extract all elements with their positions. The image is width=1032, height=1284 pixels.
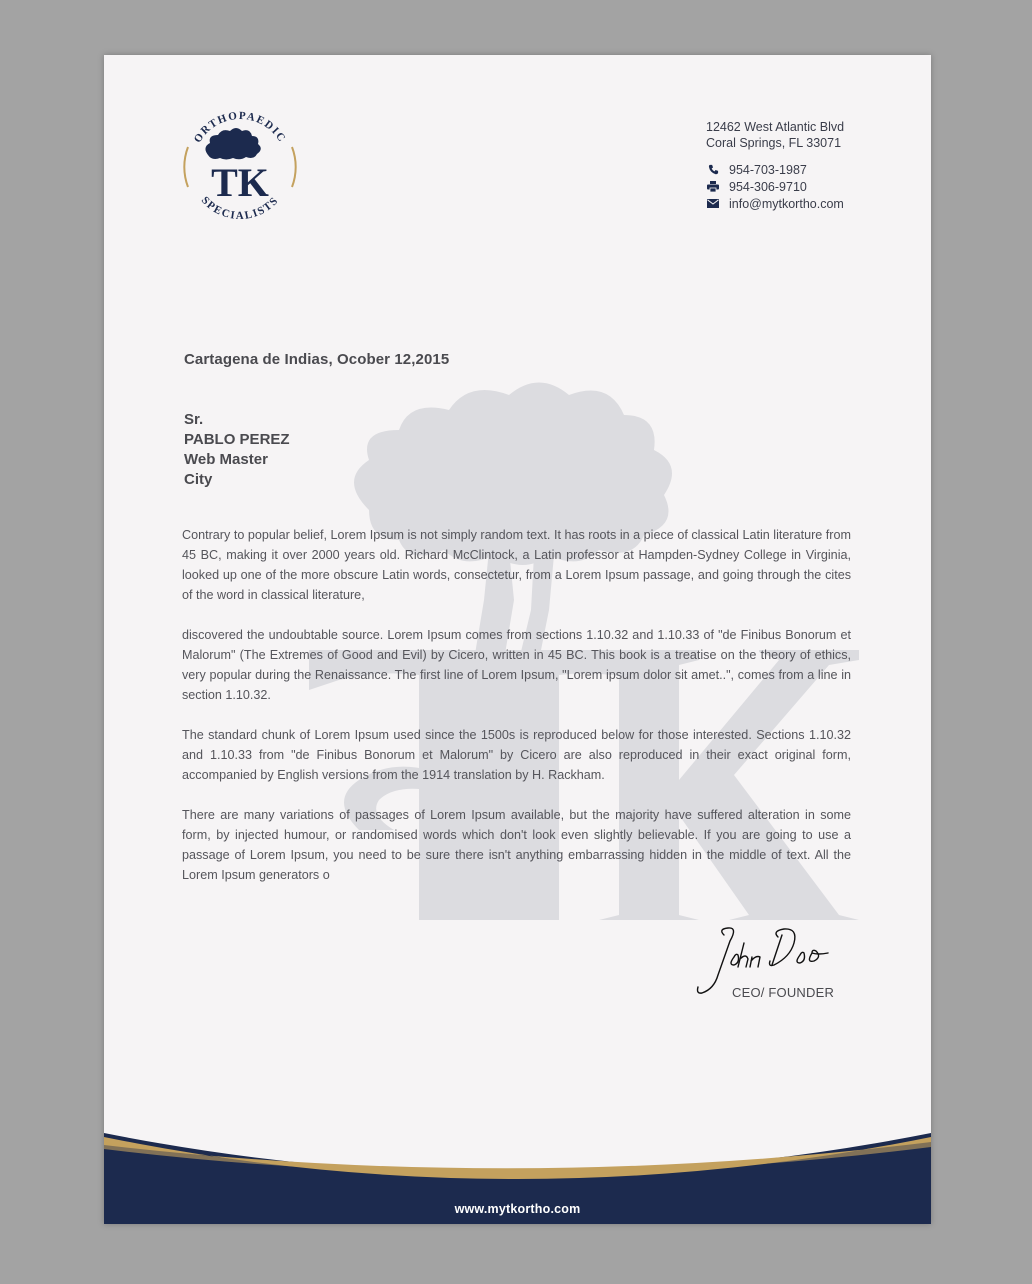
email-address[interactable]: info@mytkortho.com xyxy=(729,196,844,211)
phone-row xyxy=(706,161,844,178)
recipient-salutation: Sr. xyxy=(184,411,204,428)
mail-icon xyxy=(706,198,720,210)
body-paragraph: There are many variations of passages of Lorem Ipsum available, but the majority have suffered alteration in some form, by injected humour, or randomised words which don't look even slightly believable. If you are going to use a passage of Lorem Ipsum, you need to be sure there isn't anything embarrassing hidden in the middle of text. All the Lorem Ipsum generators o xyxy=(182,808,851,882)
logo-arc-bottom-text: SPECIALISTS xyxy=(198,194,282,223)
logo-arc-top-text: ORTHOPAEDIC xyxy=(191,109,289,146)
recipient-block xyxy=(184,410,290,490)
recipient-title: Web Master xyxy=(184,451,268,468)
letter-body xyxy=(182,525,851,905)
website-link[interactable]: www.mytkortho.com xyxy=(454,1202,581,1216)
address-line2: Coral Springs, FL 33071 xyxy=(706,136,842,150)
letterhead-page xyxy=(104,55,931,1224)
fax-icon xyxy=(706,181,720,193)
phone-icon xyxy=(706,164,720,176)
contact-block xyxy=(706,119,844,212)
orthopaedic-specialists-logo xyxy=(178,103,302,227)
address xyxy=(706,119,844,151)
signatory-role: CEO/ FOUNDER xyxy=(732,985,835,1000)
fax-row xyxy=(706,178,844,195)
logo-monogram: TK xyxy=(211,160,269,205)
body-paragraph: The standard chunk of Lorem Ipsum used since the 1500s is reproduced below for those interested. Sections 1.10.32 and 1.10.33 from "de Finibus Bonorum et Malorum" by Cicero are also reproduced in their exact original form, accompanied by English versions from the 1914 translation by H. Rackham. xyxy=(182,728,851,782)
recipient-name: PABLO PEREZ xyxy=(184,431,290,448)
recipient-city: City xyxy=(184,471,213,488)
logo-tree-icon xyxy=(205,128,260,160)
address-line1: 12462 West Atlantic Blvd xyxy=(706,120,845,134)
email-row xyxy=(706,195,844,212)
body-paragraph: discovered the undoubtable source. Lorem Ipsum comes from sections 1.10.32 and 1.10.33 of "de Finibus Bonorum et Malorum" (The Extremes of Good and Evil) by Cicero, written in 45 BC. This book is a treatise on the theory of ethics, very popular during the Renaissance. The first line of Lorem Ipsum, "Lorem ipsum dolor sit amet..", comes from a line in section 1.10.32. xyxy=(182,628,851,702)
body-paragraph: Contrary to popular belief, Lorem Ipsum is not simply random text. It has roots in a piece of classical Latin literature from 45 BC, making it over 2000 years old. Richard McClintock, a Latin professor at Hampden-Sydney College in Virginia, looked up one of the more obscure Latin words, consectetur, from a Lorem Ipsum passage, and going through the cites of the word in classical literature, xyxy=(182,528,851,602)
dateline: Cartagena de Indias, Ocober 12,2015 xyxy=(184,351,450,368)
fax-number: 954-306-9710 xyxy=(729,179,807,194)
phone-number[interactable]: 954-703-1987 xyxy=(729,162,807,177)
